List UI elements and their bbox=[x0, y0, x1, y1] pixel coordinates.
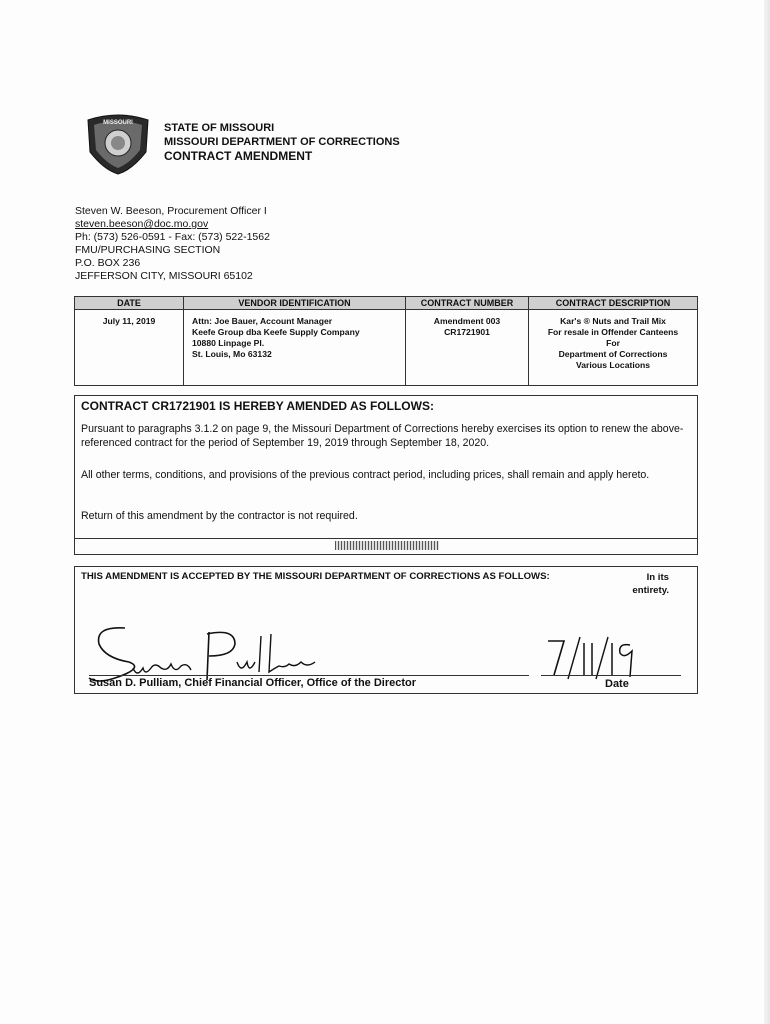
vendor-street: 10880 Linpage Pl. bbox=[192, 338, 265, 348]
amendment-paragraph-3: Return of this amendment by the contractor is not required. bbox=[81, 510, 358, 522]
scan-stamp-mark bbox=[335, 541, 439, 550]
desc-line-4: Department of Corrections bbox=[558, 349, 668, 359]
contact-city: JEFFERSON CITY, MISSOURI 65102 bbox=[75, 270, 253, 282]
signature-line bbox=[89, 675, 529, 676]
scan-edge bbox=[764, 0, 770, 1024]
acceptance-value: In its entirety. bbox=[632, 572, 669, 596]
amendment-section bbox=[74, 395, 698, 555]
missouri-corrections-seal-icon bbox=[82, 112, 154, 176]
vendor-city: St. Louis, Mo 63132 bbox=[192, 349, 272, 359]
contact-section: FMU/PURCHASING SECTION bbox=[75, 244, 221, 256]
desc-line-1: Kar's ® Nuts and Trail Mix bbox=[560, 316, 666, 326]
cell-vendor bbox=[184, 310, 406, 386]
vendor-attn: Attn: Joe Bauer, Account Manager bbox=[192, 316, 333, 326]
vendor-company: Keefe Group dba Keefe Supply Company bbox=[192, 327, 360, 337]
section-divider bbox=[75, 538, 697, 539]
contract-id: CR1721901 bbox=[444, 327, 490, 337]
contact-name: Steven W. Beeson, Procurement Officer I bbox=[75, 205, 267, 217]
desc-line-5: Various Locations bbox=[575, 360, 651, 370]
svg-text:MISSOURI: MISSOURI bbox=[103, 120, 133, 126]
acceptance-statement: THIS AMENDMENT IS ACCEPTED BY THE MISSOURI DEPARTMENT OF CORRECTIONS AS FOLLOWS: bbox=[81, 571, 550, 582]
amendment-paragraph-2: All other terms, conditions, and provisions of the previous contract period, including prices, shall remain and apply hereto. bbox=[81, 469, 650, 481]
contact-email[interactable]: steven.beeson@doc.mo.gov bbox=[75, 218, 209, 230]
table-header-row bbox=[75, 297, 698, 310]
amendment-number: Amendment 003 bbox=[433, 316, 501, 326]
desc-line-3: For bbox=[606, 338, 620, 348]
amendment-paragraph-1: Pursuant to paragraphs 3.1.2 on page 9, the Missouri Department of Corrections hereby exercises its option to renew the above-referenced contract for the period of September 19, 2019 through September 18, 2020. bbox=[81, 423, 684, 449]
cell-contract-number bbox=[406, 310, 529, 386]
acceptance-section bbox=[74, 566, 698, 694]
header-doc-type: CONTRACT AMENDMENT bbox=[164, 149, 313, 163]
header-date: DATE bbox=[75, 297, 184, 310]
contact-phone: Ph: (573) 526-0591 - Fax: (573) 522-1562 bbox=[75, 231, 270, 243]
contact-pobox: P.O. BOX 236 bbox=[75, 257, 141, 269]
cell-date: July 11, 2019 bbox=[75, 310, 184, 386]
desc-line-2: For resale in Offender Canteens bbox=[547, 327, 679, 337]
signer-name: Susan D. Pulliam, Chief Financial Officer, Office of the Director bbox=[89, 677, 417, 689]
header-description: CONTRACT DESCRIPTION bbox=[529, 297, 698, 310]
document-header bbox=[164, 121, 400, 163]
header-contract-number: CONTRACT NUMBER bbox=[406, 297, 529, 310]
header-state: STATE OF MISSOURI bbox=[164, 122, 275, 134]
date-line bbox=[541, 675, 681, 676]
contract-info-table bbox=[74, 296, 698, 386]
header-department: MISSOURI DEPARTMENT OF CORRECTIONS bbox=[164, 136, 400, 148]
header-vendor: VENDOR IDENTIFICATION bbox=[184, 297, 406, 310]
contact-block bbox=[75, 205, 270, 283]
date-label: Date bbox=[605, 678, 629, 690]
amendment-title: CONTRACT CR1721901 IS HEREBY AMENDED AS FOLLOWS: bbox=[81, 399, 434, 413]
cell-description bbox=[529, 310, 698, 386]
table-row bbox=[75, 310, 698, 386]
